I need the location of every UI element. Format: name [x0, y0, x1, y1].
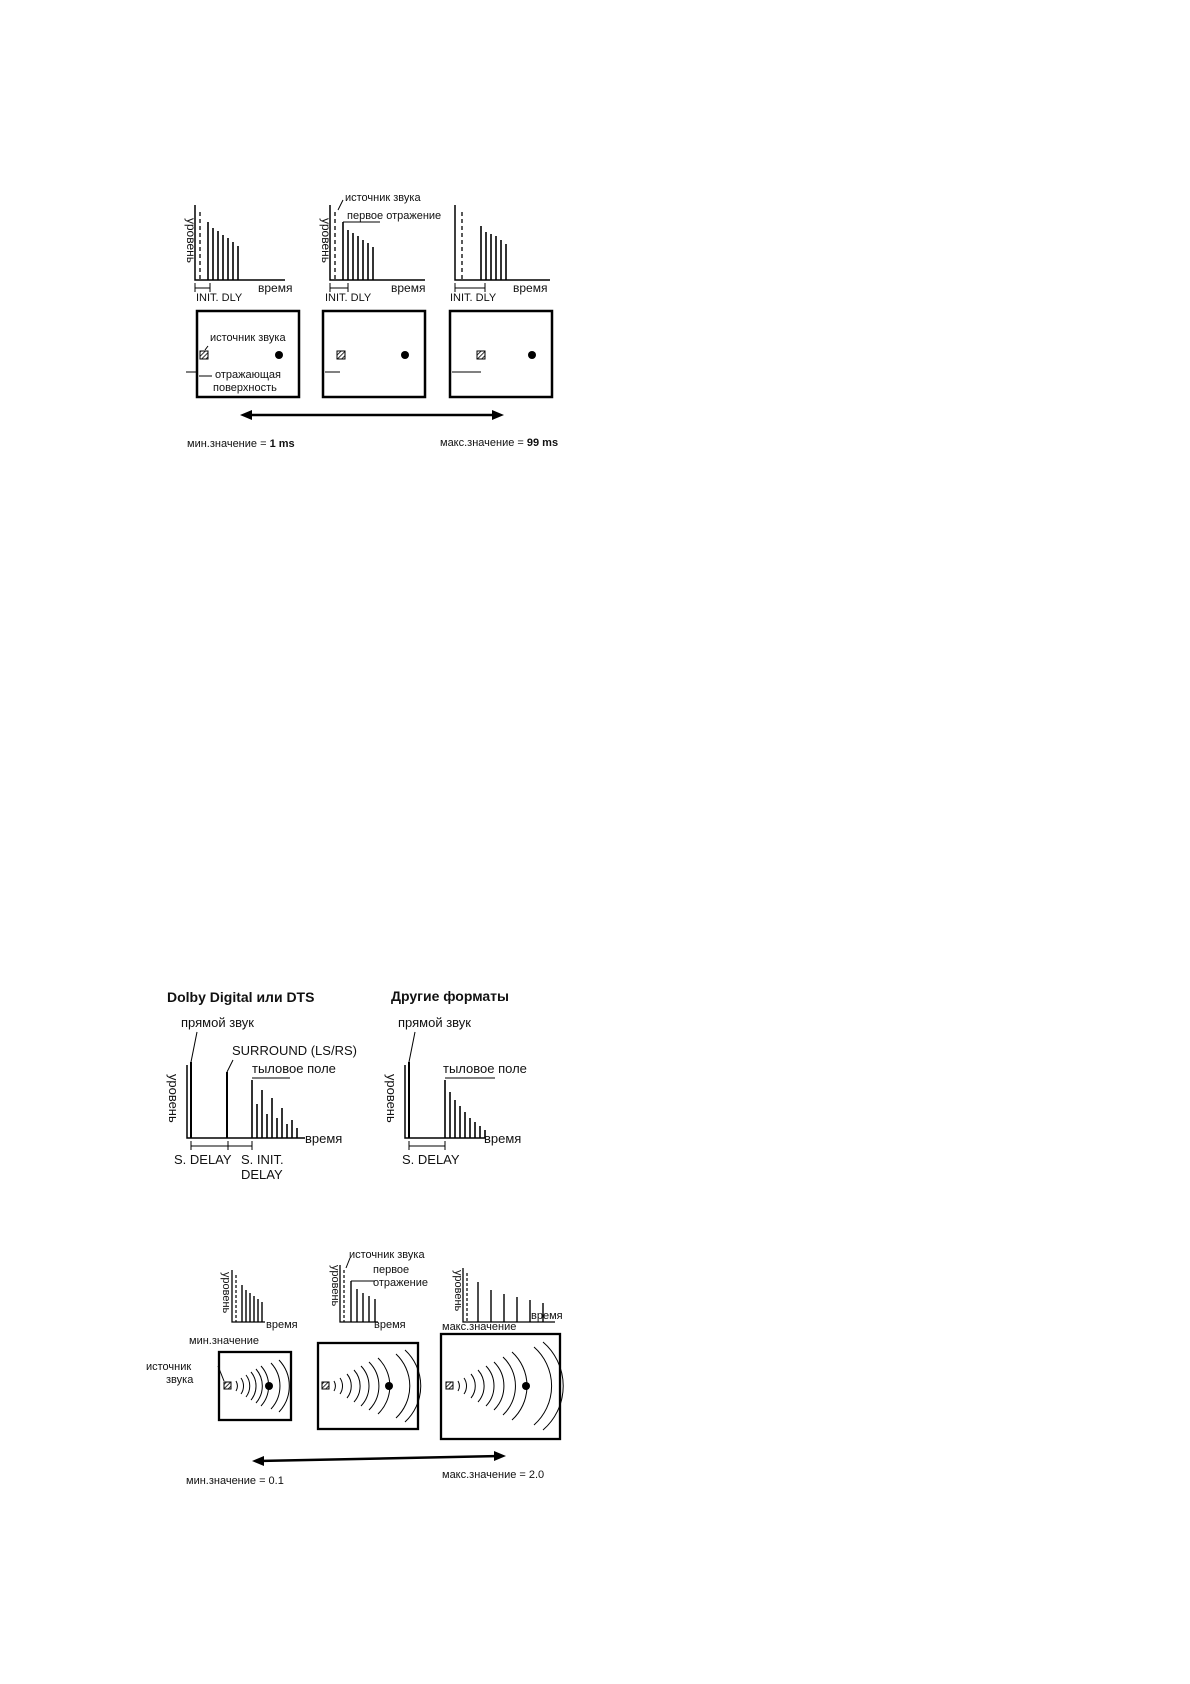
fig1-level-label-1: уровень: [184, 218, 198, 264]
fig2-left-title: Dolby Digital или DTS: [167, 989, 315, 1005]
fig2-s-delay-left: S. DELAY: [174, 1152, 232, 1167]
fig2-s-init-line1: S. INIT.: [241, 1152, 284, 1167]
fig2-direct-sound-left: прямой звук: [181, 1015, 254, 1030]
fig1-room-source-label: источник звука: [210, 332, 286, 344]
fig2-time-right: время: [484, 1131, 522, 1146]
fig2-rear-field-left: тыловое поле: [252, 1061, 336, 1076]
fig1-graph-1: [195, 205, 285, 292]
fig2-level-left: уровень: [166, 1074, 181, 1123]
fig2-right-title: Другие форматы: [391, 988, 509, 1004]
fig2-s-init-line2: DELAY: [241, 1167, 283, 1182]
fig1-time-label-3: время: [513, 281, 548, 295]
fig3-room-2: [318, 1343, 421, 1429]
fig3-time-2: время: [374, 1319, 406, 1331]
fig1-min-value: мин.значение = 1 ms: [187, 438, 295, 450]
fig3-level-1: уровень: [220, 1272, 232, 1314]
fig1-range-arrow: [240, 410, 504, 420]
fig3-room-source-line1: источник: [146, 1361, 192, 1373]
fig3-max-value: макс.значение = 2.0: [442, 1469, 545, 1481]
fig3-level-2: уровень: [329, 1265, 341, 1307]
fig3-graph-1: [232, 1270, 265, 1322]
fig3-room-3: [441, 1334, 563, 1439]
fig3-level-3: уровень: [452, 1270, 464, 1312]
fig1-level-label-2: уровень: [319, 218, 333, 264]
fig2-rear-field-right: тыловое поле: [443, 1061, 527, 1076]
fig3-room-1: [218, 1352, 291, 1420]
fig1-init-dly-2: INIT. DLY: [325, 292, 372, 304]
fig1-init-dly-1: INIT. DLY: [196, 292, 243, 304]
fig2-graph-right: [405, 1032, 495, 1150]
fig1-reflecting-surface-line1: отражающая: [215, 369, 281, 381]
fig1-reflecting-surface-line2: поверхность: [213, 382, 277, 394]
fig1-sound-source-label: источник звука: [345, 192, 421, 204]
fig1-time-label-2: время: [391, 281, 426, 295]
fig3-time-3: время: [531, 1310, 563, 1322]
fig3-sound-source-label: источник звука: [349, 1249, 425, 1261]
fig3-first-reflection-line1: первое: [373, 1264, 410, 1276]
fig3-time-1: время: [266, 1319, 298, 1331]
fig2-s-delay-right: S. DELAY: [402, 1152, 460, 1167]
fig2-direct-sound-right: прямой звук: [398, 1015, 471, 1030]
fig3-first-reflection-line2: отражение: [373, 1277, 428, 1289]
fig1-max-value: макс.значение = 99 ms: [440, 437, 559, 449]
fig1-room-2: [323, 311, 425, 397]
fig3-min-value: мин.значение = 0.1: [186, 1475, 284, 1487]
fig3-range-arrow: [252, 1451, 506, 1466]
fig1-time-label-1: время: [258, 281, 293, 295]
fig3-max-label: макс.значение: [442, 1321, 517, 1333]
fig3-room-source-line2: звука: [166, 1374, 194, 1386]
fig2-surround-label: SURROUND (LS/RS): [232, 1043, 357, 1058]
fig1-room-3: [450, 311, 552, 397]
fig2-time-left: время: [305, 1131, 343, 1146]
fig1-graph-3: [455, 205, 550, 295]
fig2-level-right: уровень: [384, 1074, 399, 1123]
fig1-init-dly-3: INIT. DLY: [450, 292, 497, 304]
fig3-min-label: мин.значение: [189, 1335, 260, 1347]
fig1-first-reflection-label: первое отражение: [347, 210, 442, 222]
